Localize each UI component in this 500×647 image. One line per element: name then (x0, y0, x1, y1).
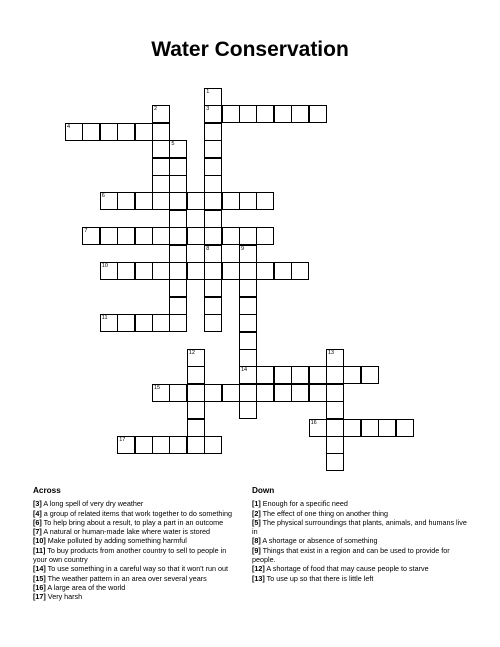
across-clue (33, 583, 241, 592)
grid-cell[interactable] (239, 192, 257, 210)
clue-text: A shortage of food that may cause people to starve (264, 564, 429, 574)
grid-cell[interactable] (256, 192, 274, 210)
down-clue (252, 546, 467, 565)
grid-cell[interactable] (100, 227, 118, 245)
grid-cell[interactable] (169, 210, 187, 228)
grid-cell[interactable] (117, 227, 135, 245)
clue-number-label: [15] (33, 573, 46, 583)
grid-cell[interactable] (309, 366, 327, 384)
grid-cell[interactable] (169, 262, 187, 280)
grid-cell[interactable] (204, 262, 222, 280)
grid-cell[interactable] (239, 297, 257, 315)
grid-cell[interactable] (117, 314, 135, 332)
clue-number: 12 (188, 350, 195, 356)
grid-cell[interactable] (204, 140, 222, 158)
clue-number-label: [12] (252, 564, 265, 574)
grid-cell[interactable] (256, 262, 274, 280)
across-clues (33, 486, 241, 602)
grid-cell[interactable] (239, 332, 257, 350)
grid-cell[interactable] (326, 419, 344, 437)
grid-cell[interactable] (152, 175, 170, 193)
clue-number-label: [10] (33, 536, 46, 546)
grid-cell[interactable] (187, 419, 205, 437)
clue-number: 11 (101, 315, 108, 322)
grid-cell[interactable] (152, 158, 170, 176)
clue-number: 2 (154, 106, 158, 113)
grid-cell[interactable] (152, 314, 170, 332)
grid-cell[interactable] (204, 227, 222, 245)
grid-cell[interactable] (152, 262, 170, 280)
grid-cell[interactable] (169, 384, 187, 402)
clue-number: 16 (310, 419, 317, 426)
grid-cell[interactable] (204, 175, 222, 193)
grid-cell[interactable] (204, 314, 222, 332)
grid-cell[interactable] (361, 366, 379, 384)
grid-cell[interactable] (135, 192, 153, 210)
clue-number: 15 (154, 384, 161, 391)
down-clue (252, 574, 467, 583)
grid-cell[interactable] (343, 366, 361, 384)
grid-cell[interactable] (65, 123, 83, 141)
grid-cell[interactable] (239, 384, 257, 402)
grid-cell[interactable] (274, 384, 292, 402)
clue-number: 3 (206, 106, 210, 113)
down-clue (252, 564, 467, 573)
clue-number: 5 (171, 141, 175, 148)
grid-cell[interactable] (117, 123, 135, 141)
clue-number-label: [7] (33, 527, 42, 537)
grid-cell[interactable] (100, 192, 118, 210)
clue-text: To help bring about a result, to play a part in an outcome (41, 517, 224, 527)
grid-cell[interactable] (135, 314, 153, 332)
across-clue (33, 592, 241, 601)
grid-cell[interactable] (326, 366, 344, 384)
grid-cell[interactable] (309, 419, 327, 437)
clue-number-label: [6] (33, 517, 42, 527)
grid-cell[interactable] (326, 384, 344, 402)
grid-cell[interactable] (239, 366, 257, 384)
across-clue (33, 509, 241, 518)
grid-cell[interactable] (152, 105, 170, 123)
grid-cell[interactable] (239, 245, 257, 263)
clue-number: 1 (206, 89, 210, 95)
clue-text: A long spell of very dry weather (41, 499, 144, 509)
grid-cell[interactable] (378, 419, 396, 437)
across-clue (33, 564, 241, 573)
grid-cell[interactable] (222, 227, 240, 245)
grid-cell[interactable] (169, 436, 187, 454)
grid-cell[interactable] (169, 140, 187, 158)
grid-cell[interactable] (204, 123, 222, 141)
grid-cell[interactable] (204, 384, 222, 402)
grid-cell[interactable] (187, 366, 205, 384)
grid-cell[interactable] (100, 314, 118, 332)
grid-cell[interactable] (100, 123, 118, 141)
grid-cell[interactable] (204, 105, 222, 123)
grid-cell[interactable] (187, 401, 205, 419)
grid-cell[interactable] (239, 227, 257, 245)
grid-cell[interactable] (187, 192, 205, 210)
grid-cell[interactable] (169, 279, 187, 297)
grid-cell[interactable] (204, 210, 222, 228)
grid-cell[interactable] (239, 262, 257, 280)
grid-cell[interactable] (309, 105, 327, 123)
clue-text: Enough for a specific need (260, 499, 348, 509)
clue-text: The effect of one thing on another thing (260, 508, 389, 518)
grid-cell[interactable] (187, 349, 205, 367)
puzzle-title: Water Conservation (151, 38, 349, 61)
clue-number: 8 (206, 245, 210, 252)
grid-cell[interactable] (187, 227, 205, 245)
grid-cell[interactable] (187, 384, 205, 402)
clue-text: To use something in a careful way so that it won't run out (45, 564, 229, 574)
grid-cell[interactable] (117, 262, 135, 280)
grid-cell[interactable] (204, 192, 222, 210)
grid-cell[interactable] (326, 453, 344, 471)
clue-text: Make polluted by adding something harmful (45, 536, 187, 546)
clue-number: 4 (67, 123, 71, 130)
grid-cell[interactable] (204, 88, 222, 106)
clue-number-label: [8] (252, 536, 261, 546)
clue-text: A shortage or absence of something (260, 536, 378, 546)
grid-cell[interactable] (135, 227, 153, 245)
grid-cell[interactable] (117, 192, 135, 210)
grid-cell[interactable] (204, 297, 222, 315)
clue-number: 9 (241, 245, 245, 252)
clue-number-label: [14] (33, 564, 46, 574)
grid-cell[interactable] (187, 262, 205, 280)
clue-number: 7 (84, 228, 88, 235)
clue-text: A large area of the world (45, 582, 126, 592)
grid-cell[interactable] (256, 105, 274, 123)
grid-cell[interactable] (169, 227, 187, 245)
down-clues (252, 486, 467, 583)
grid-cell[interactable] (291, 105, 309, 123)
clue-number-label: [11] (33, 545, 46, 555)
down-clue (252, 499, 467, 508)
clue-text: To use up so that there is little left (264, 573, 374, 583)
across-heading: Across (33, 486, 61, 495)
clue-text: A natural or human-made lake where water is stored (41, 527, 210, 537)
grid-cell[interactable] (361, 419, 379, 437)
grid-cell[interactable] (82, 227, 100, 245)
clue-number-label: [5] (252, 517, 261, 527)
grid-cell[interactable] (135, 123, 153, 141)
grid-cell[interactable] (291, 366, 309, 384)
grid-cell[interactable] (135, 262, 153, 280)
grid-cell[interactable] (222, 262, 240, 280)
grid-cell[interactable] (100, 262, 118, 280)
clue-text: The weather pattern in an area over several years (45, 573, 207, 583)
grid-cell[interactable] (169, 175, 187, 193)
grid-cell[interactable] (222, 192, 240, 210)
clue-text: a group of related items that work together to do something (41, 508, 232, 518)
across-clue (33, 518, 241, 527)
clue-number-label: [2] (252, 508, 261, 518)
clue-number-label: [13] (252, 573, 265, 583)
grid-cell[interactable] (274, 366, 292, 384)
grid-cell[interactable] (291, 384, 309, 402)
clue-number: 14 (241, 367, 248, 374)
grid-cell[interactable] (239, 279, 257, 297)
clue-text: The physical surroundings that plants, animals, and humans live in (252, 517, 467, 537)
grid-cell[interactable] (256, 384, 274, 402)
grid-cell[interactable] (309, 384, 327, 402)
across-clue (33, 536, 241, 545)
grid-cell[interactable] (274, 105, 292, 123)
clue-number-label: [17] (33, 592, 46, 602)
grid-cell[interactable] (326, 349, 344, 367)
clue-number: 6 (101, 193, 105, 200)
grid-cell[interactable] (291, 262, 309, 280)
grid-cell[interactable] (239, 401, 257, 419)
grid-cell[interactable] (152, 436, 170, 454)
clue-number-label: [1] (252, 499, 261, 509)
grid-cell[interactable] (396, 419, 414, 437)
clue-number-label: [9] (252, 545, 261, 555)
grid-cell[interactable] (152, 140, 170, 158)
down-clue (252, 518, 467, 537)
grid-cell[interactable] (343, 419, 361, 437)
grid-cell[interactable] (152, 192, 170, 210)
clue-number: 13 (328, 350, 335, 356)
clue-number-label: [4] (33, 508, 42, 518)
across-clue (33, 574, 241, 583)
across-clue (33, 499, 241, 508)
grid-cell[interactable] (326, 436, 344, 454)
grid-cell[interactable] (222, 105, 240, 123)
grid-cell[interactable] (239, 314, 257, 332)
grid-cell[interactable] (239, 349, 257, 367)
clue-number-label: [3] (33, 499, 42, 509)
down-heading: Down (252, 486, 275, 495)
grid-cell[interactable] (256, 366, 274, 384)
grid-cell[interactable] (187, 436, 205, 454)
clue-number-label: [16] (33, 582, 46, 592)
grid-cell[interactable] (169, 314, 187, 332)
grid-cell[interactable] (256, 227, 274, 245)
grid-cell[interactable] (204, 279, 222, 297)
across-clue (33, 546, 241, 565)
grid-cell[interactable] (239, 105, 257, 123)
grid-cell[interactable] (152, 384, 170, 402)
grid-cell[interactable] (222, 384, 240, 402)
grid-cell[interactable] (152, 123, 170, 141)
grid-cell[interactable] (82, 123, 100, 141)
grid-cell[interactable] (135, 436, 153, 454)
across-clue (33, 527, 241, 536)
down-clue (252, 509, 467, 518)
down-clue (252, 536, 467, 545)
grid-cell[interactable] (152, 227, 170, 245)
grid-cell[interactable] (169, 297, 187, 315)
grid-cell[interactable] (169, 192, 187, 210)
grid-cell[interactable] (204, 436, 222, 454)
grid-cell[interactable] (274, 262, 292, 280)
clue-text: Very harsh (45, 592, 83, 602)
grid-cell[interactable] (326, 401, 344, 419)
grid-cell[interactable] (169, 245, 187, 263)
clue-text: Things that exist in a region and can be used to provide for people. (252, 545, 450, 565)
clue-number: 17 (119, 437, 126, 443)
clue-text: To buy products from another country to sell to people in your own country (33, 545, 227, 565)
grid-cell[interactable] (204, 245, 222, 263)
grid-cell[interactable] (169, 158, 187, 176)
grid-cell[interactable] (204, 158, 222, 176)
grid-cell[interactable] (117, 436, 135, 454)
clue-number: 10 (101, 263, 108, 269)
